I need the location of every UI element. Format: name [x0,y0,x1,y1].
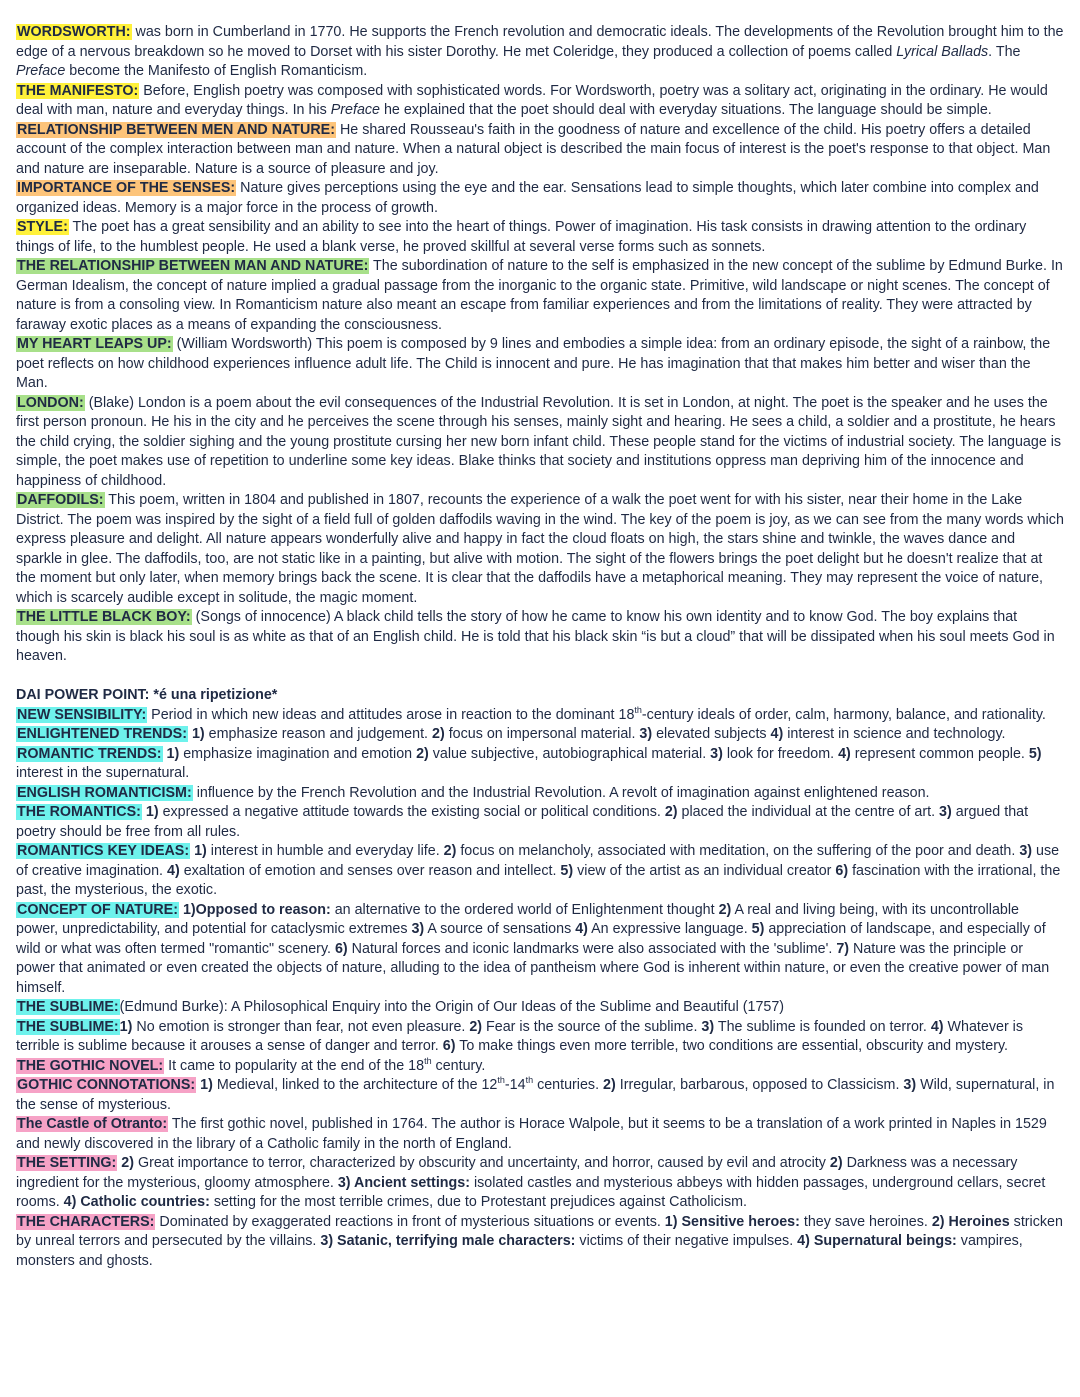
body-text: represent common people. [850,745,1029,762]
body-text: elevated subjects [652,726,771,742]
body-text: exaltation of emotion and senses over reason and intellect. [179,862,561,879]
body-text: he explained that the poet should deal with everyday situations. The language should be simple. [380,102,992,118]
body-text: emphasize reason and judgement. [204,726,432,742]
bold-text: 3) [903,1077,917,1093]
highlighted-heading: ROMANTIC TRENDS: [17,745,162,762]
bold-text: 3) [639,726,653,742]
paragraph-romantics [16,803,1064,842]
body-text: century. [431,1057,486,1074]
bold-text: 2) [416,745,429,762]
bold-text: 4) [838,745,851,762]
body-text: Great importance to terror, characterized by obscurity and uncertainty, and horror, caused by evil and atrocity [134,1155,830,1171]
body-text: expressed a negative attitude towards the existing social or political conditions. [158,804,665,820]
body-text: centuries. [533,1077,604,1093]
bold-text: 5) [560,862,574,879]
superscript-text: th [634,704,642,715]
bold-text: 3) Ancient settings: [337,1174,470,1191]
body-text: interest in the supernatural. [16,765,190,781]
body-text: Darkness was a necessary ingredient for the mysterious, gloomy atmosphere. [16,1155,1018,1191]
paragraph-wordsworth [16,23,1064,82]
highlighted-heading: RELATIONSHIP BETWEEN MEN AND NATURE: [17,121,335,138]
bold-text: 6) [334,940,348,957]
body-text: Before, English poetry was composed with sophisticated words. For Wordsworth, poetry was a solitary act, originating in the ordinary. He would deal with man, nature and everyday things. In his [16,82,1048,118]
bold-text: 2) [121,1155,134,1171]
body-text: (Blake) London is a poem about the evil consequences of the Industrial Revolution. It is set in London, at night. The poet is the speaker and he uses the first person pronoun. He his in the city and he perceives the scene through his senses, mainly sight and hearing. He sees a child, a soldier and a prostitute, he hears the child crying, the soldier sighing and the young prostitute cursing her new born infant child. These people stand for the victims of industrial society. The language is simple, the poet makes use of repetition to underline some key ideas. Blake thinks that society and institutions oppress man depriving him of the innocence and happiness of childhood. [16,394,1062,489]
section-spacer [16,667,1064,687]
body-text: vampires, monsters and ghosts. [16,1233,1023,1269]
bold-text: 7) [836,940,850,957]
body-text: . The [988,43,1021,60]
bold-text: 1) [119,1018,133,1035]
highlighted-heading: ROMANTICS KEY IDEAS: [17,843,190,859]
paragraph-style [16,218,1064,257]
body-text: stricken by unreal terrors and persecuted by the villains. [16,1213,1063,1249]
body-text: an alternative to the ordered world of Enlightenment thought [330,901,719,918]
body-text: -century ideals of order, calm, harmony, balance, and rationality. [641,706,1046,723]
bold-text: 3) [939,804,952,820]
bold-text: 5) [1028,745,1042,762]
highlighted-heading: ENLIGHTENED TRENDS: [17,726,187,742]
paragraph-manifesto [16,82,1064,121]
body-text: Irregular, barbarous, opposed to Classicism. [615,1077,904,1093]
body-text: look for freedom. [722,745,839,762]
body-text: Nature was the principle or power that animated or even created the objects of nature, alluding to the idea of pantheism where God is inherent within nature, or even the creative power of man himself. [16,940,1050,996]
body-text: placed the individual at the centre of art. [677,804,940,820]
bold-text: 4) [575,921,588,937]
body-text: (Edmund Burke): A Philosophical Enquiry into the Origin of Our Ideas of the Sublime and Beautiful (1757) [119,999,785,1015]
highlighted-heading: THE LITTLE BLACK BOY: [17,609,191,625]
highlighted-heading: STYLE: [17,219,68,235]
highlighted-heading: The Castle of Otranto: [17,1116,168,1132]
body-text: they save heroines. [799,1213,932,1230]
body-text: influence by the French Revolution and the Industrial Revolution. A revolt of imagination against enlightened reason. [192,784,930,801]
body-text: (William Wordsworth) This poem is composed by 9 lines and embodies a simple idea: from an ordinary episode, the sight of a rainbow, the poet reflects on how childhood experiences influence adult life. The Child is innocent and pure. He has imagination that that makes him better and wiser than the Man. [16,336,1051,391]
highlighted-heading: GOTHIC CONNOTATIONS: [17,1077,196,1093]
bold-text: 3) [701,1018,715,1035]
body-text: (Songs of innocence) A black child tells the story of how he came to know his own identity and to know God. The boy explains that though his skin is black his soul is as white as that of an English child. He is told that his black skin “is but a cloud” that will be dissipated when his soul meets God in heaven. [16,609,1055,664]
body-text: use of creative imagination. [16,843,1060,879]
body-text: The sublime is founded on terror. [714,1018,931,1035]
italic-text: Lyrical Ballads [896,43,989,60]
highlighted-heading: IMPORTANCE OF THE SENSES: [17,180,236,196]
highlighted-heading: DAFFODILS: [17,492,104,508]
bold-text: 1) [200,1077,213,1093]
body-text: Dominated by exaggerated reactions in front of mysterious situations or events. [155,1213,665,1230]
paragraph-heart-leaps [16,335,1064,394]
bold-text: 1) [191,726,205,742]
highlighted-heading: THE GOTHIC NOVEL: [17,1057,164,1074]
superscript-text: th [424,1055,432,1066]
body-text: Fear is the source of the sublime. [482,1018,702,1035]
body-text: setting for the most terrible crimes, due to Protestant prejudices against Catholicism. [209,1194,748,1210]
paragraph-gothic-novel [16,1057,1064,1077]
body-text: An expressive language. [587,921,752,937]
body-text: become the Manifesto of English Romanticism. [65,63,368,79]
paragraph-romantic-trends [16,745,1064,784]
highlighted-heading: NEW SENSIBILITY: [17,706,147,723]
bold-text: 4) Catholic countries: [63,1194,210,1210]
bold-text: 2) [603,1077,616,1093]
paragraph-english-romanticism [16,784,1064,804]
paragraph-sublime2 [16,1018,1064,1057]
body-text: focus on melancholy, associated with meditation, on the suffering of the poor and death. [456,843,1020,859]
bold-text: 1)Opposed to reason: [182,901,331,918]
highlighted-heading: MY HEART LEAPS UP: [17,336,172,352]
highlighted-heading: WORDSWORTH: [17,24,131,40]
body-text: It came to popularity at the end of the 18 [164,1057,425,1074]
bold-text: 2) Heroines [931,1213,1010,1230]
body-text: To make things even more terrible, two conditions are essential, obscurity and mystery. [455,1038,1009,1054]
paragraph-gothic-connotations [16,1076,1064,1115]
bold-text: 4) Supernatural beings: [797,1233,957,1249]
body-text: Natural forces and iconic landmarks were also associated with the 'sublime'. [347,940,837,957]
bold-text: 1) Sensitive heroes: [664,1213,800,1230]
body-text: Wild, supernatural, in the sense of mysterious. [16,1077,1055,1113]
bold-text: 3) [710,745,723,762]
highlighted-heading: THE MANIFESTO: [17,82,139,99]
bold-text: 4) [167,862,180,879]
paragraph-senses [16,179,1064,218]
body-text: A real and living being, with its uncontrollable power, unpredictability, and potential for cataclysmic extremes [16,901,1020,937]
body-text: value subjective, autobiographical material. [428,745,711,762]
italic-text: Preface [330,102,380,118]
body-text: The subordination of nature to the self is emphasized in the new concept of the sublime by Edmund Burke. In German Idealism, the concept of nature implied a gradual passage from the inorganic to the organic state. Primitive, wild landscape or night scenes. The concept of nature is from a consoling view. In Romanticism nature also meant an escape from familiar experiences and from the limitations of reality. They were attracted by faraway exotic places as a means of expanding the consciousness. [16,258,1063,333]
body-text: view of the artist as an individual creator [573,862,836,879]
body-text: Nature gives perceptions using the eye and the ear. Sensations lead to simple thoughts, which later combine into complex and organized ideas. Memory is a major force in the process of growth. [16,180,1039,216]
paragraph-man-nature [16,257,1064,335]
bold-text: 1) [194,843,207,859]
superscript-text: th [525,1075,534,1086]
body-text: He shared Rousseau's faith in the goodness of nature and excellence of the child. His poetry offers a detailed account of the complex interaction between man and nature. When a natural object is described the main focus of interest is the poet's response to that object. Man and nature are inseparable. Nature is a source of pleasure and joy. [16,121,1051,177]
bold-text: 1) [166,745,180,762]
paragraph-otranto [16,1115,1064,1154]
highlighted-heading: THE ROMANTICS: [17,804,141,820]
paragraph-setting [16,1154,1064,1213]
bold-text: 5) [751,921,765,937]
body-text: No emotion is stronger than fear, not even pleasure. [132,1018,470,1035]
bold-text: 2) [432,726,445,742]
bold-text: 3) Satanic, terrifying male characters: [320,1233,576,1249]
bold-text: 2) [469,1018,483,1035]
wordsworth-notes-section [16,23,1064,667]
body-text: appreciation of landscape, and especially of wild or what was often termed "romantic" scenery. [16,921,1046,957]
superscript-text: th [497,1075,505,1086]
bold-text: 2) [443,843,457,859]
highlighted-heading: LONDON: [17,394,84,411]
paragraph-key-ideas [16,842,1064,901]
paragraph-sublime1 [16,998,1064,1018]
bold-text: 4) [930,1018,944,1035]
body-text: A source of sensations [424,921,576,937]
highlighted-heading: THE RELATIONSHIP BETWEEN MAN AND NATURE: [17,258,369,274]
bold-text: 6) [835,862,849,879]
bold-text: 2) [829,1155,843,1171]
paragraph-concept-nature [16,901,1064,999]
bold-text: 3) [1019,843,1033,859]
body-text: The first gothic novel, published in 1764. The author is Horace Walpole, but it seems to be a translation of a work printed in Naples in 1529 and newly discovered in the library of a Catholic family in the north of England. [16,1116,1047,1152]
highlighted-heading: THE SETTING: [17,1155,117,1171]
paragraph-men-nature [16,121,1064,180]
paragraph-london [16,394,1064,492]
bold-text: 6) [442,1038,456,1054]
powerpoint-notes-section [16,706,1064,1272]
paragraph-characters [16,1213,1064,1272]
body-text: interest in humble and everyday life. [206,843,444,859]
bold-text: 4) [770,726,784,742]
powerpoint-section-title: DAI POWER POINT: *é una ripetizione* [16,687,278,703]
bold-text: 2) [664,804,678,820]
italic-text: Preface [16,63,66,79]
body-text: The poet has a great sensibility and an ability to see into the heart of things. Power of imagination. His task consists in drawing attention to the ordinary things of life, to the humblest people. He used a blank verse, he proved skillful at several verse forms such as sonnets. [16,219,1027,255]
body-text: interest in science and technology. [783,726,1006,742]
body-text: Medieval, linked to the architecture of the 12 [212,1077,498,1093]
paragraph-black-boy [16,608,1064,667]
highlighted-heading: THE CHARACTERS: [17,1213,155,1230]
body-text: emphasize imagination and emotion [179,745,417,762]
body-text: focus on impersonal material. [444,726,640,742]
body-text: Whatever is terrible is sublime because it arouses a sense of danger and terror. [16,1018,1023,1054]
highlighted-heading: THE SUBLIME: [17,1018,119,1035]
body-text: argued that poetry should be free from all rules. [16,804,1029,840]
paragraph-enlightened [16,725,1064,745]
bold-text: 2) [718,901,732,918]
bold-text: 1) [145,804,159,820]
highlighted-heading: THE SUBLIME: [17,999,119,1015]
body-text: victims of their negative impulses. [575,1233,798,1249]
bold-text: 3) [411,921,425,937]
body-text: isolated castles and mysterious abbeys with hidden passages, underground cellars, secret rooms. [16,1174,1046,1210]
body-text: This poem, written in 1804 and published in 1807, recounts the experience of a walk the poet went for with his sister, near their home in the Lake District. The poem was inspired by the sight of a field full of golden daffodils waving in the wind. The key of the poem is joy, as we can see from the many words which express pleasure and delight. All nature appears wonderfully alive and happy in fact the cloud floats on high, the stars shine and twinkle, the waves dance and sparkle in glee. The daffodils, too, are not static like in a painting, but alive with motion. The sight of the flowers brings the poet delight but he doesn't realize that at the moment but only later, when memory brings back the scene. It is clear that the daffodils have a metaphorical meaning. They may represent the voice of nature, which is scarcely audible except in solitude, the magic moment. [16,492,1064,606]
body-text: fascination with the irrational, the past, the mysterious, the exotic. [16,862,1061,898]
highlighted-heading: CONCEPT OF NATURE: [17,901,178,918]
body-text: was born in Cumberland in 1770. He supports the French revolution and democratic ideals. The developments of the Revolution brought him to the edge of a nervous breakdown so he moved to Dorset with his sister Dorothy. He met Coleridge, they produced a collection of poems called [16,24,1064,60]
paragraph-new-sensibility [16,706,1064,726]
body-text: Period in which new ideas and attitudes arose in reaction to the dominant 18 [147,706,635,723]
paragraph-daffodils [16,491,1064,608]
highlighted-heading: ENGLISH ROMANTICISM: [17,784,192,801]
body-text: -14 [504,1077,526,1093]
